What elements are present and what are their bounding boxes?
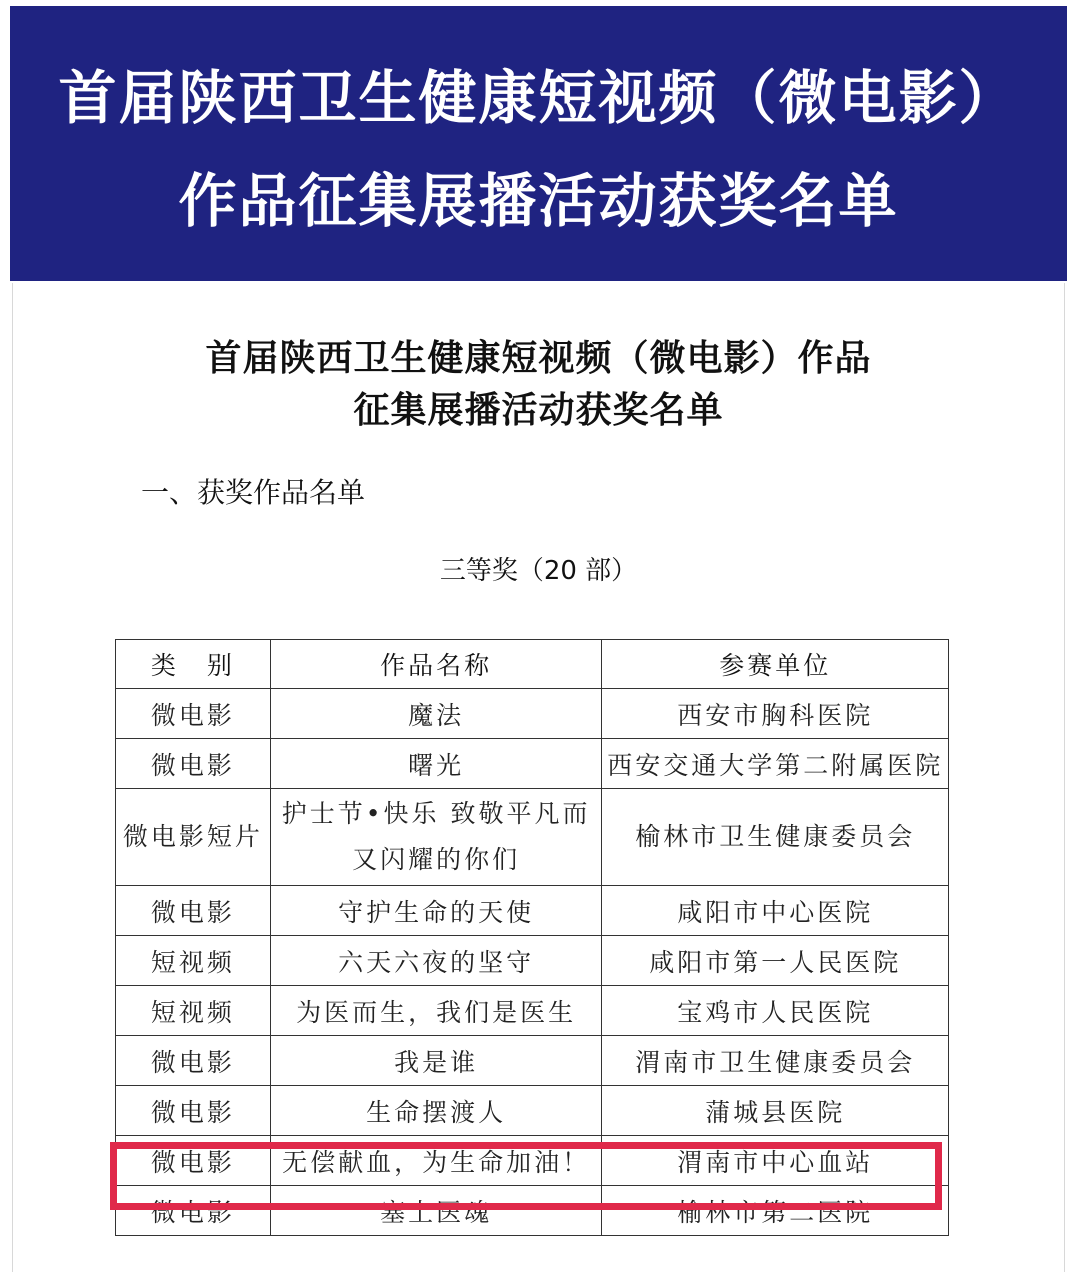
cell-category: 微电影短片 — [116, 789, 271, 886]
cell-title: 守护生命的天使 — [270, 886, 602, 936]
cell-title: 六天六夜的坚守 — [270, 936, 602, 986]
cell-title: 生命摆渡人 — [270, 1086, 602, 1136]
table-header-row — [116, 640, 949, 689]
cell-unit: 榆林市第二医院 — [602, 1186, 949, 1236]
cell-unit: 宝鸡市人民医院 — [602, 986, 949, 1036]
cell-title: 无偿献血，为生命加油！ — [270, 1136, 602, 1186]
cell-title: 曙光 — [270, 739, 602, 789]
cell-unit: 西安市胸科医院 — [602, 689, 949, 739]
table-row — [116, 1186, 949, 1236]
table-row-highlighted — [116, 1136, 949, 1186]
cell-category: 短视频 — [116, 936, 271, 986]
cell-title: 魔法 — [270, 689, 602, 739]
cell-unit: 蒲城县医院 — [602, 1086, 949, 1136]
cell-category: 微电影 — [116, 689, 271, 739]
table-row — [116, 739, 949, 789]
cell-unit: 渭南市中心血站 — [602, 1136, 949, 1186]
header-category: 类 别 — [116, 640, 271, 689]
table-row — [116, 1086, 949, 1136]
banner-title-line2: 作品征集展播活动获奖名单 — [178, 167, 899, 235]
document-title-line2: 征集展播活动获奖名单 — [353, 389, 724, 431]
cell-category: 微电影 — [116, 1136, 271, 1186]
cell-unit: 咸阳市第一人民医院 — [602, 936, 949, 986]
cell-category: 微电影 — [116, 886, 271, 936]
table-row — [116, 1036, 949, 1086]
banner-title-line1: 首届陕西卫生健康短视频（微电影） — [58, 64, 1019, 132]
table-row — [116, 986, 949, 1036]
cell-category: 微电影 — [116, 739, 271, 789]
table-row — [116, 886, 949, 936]
cell-category: 微电影 — [116, 1086, 271, 1136]
table-row — [116, 789, 949, 886]
cell-unit: 咸阳市中心医院 — [602, 886, 949, 936]
cell-category: 短视频 — [116, 986, 271, 1036]
document-title-line1: 首届陕西卫生健康短视频（微电影）作品 — [205, 337, 872, 379]
cell-category: 微电影 — [116, 1036, 271, 1086]
document-page — [12, 283, 1065, 1272]
cell-title: 护士节•快乐 致敬平凡而又闪耀的你们 — [270, 789, 602, 886]
cell-unit: 渭南市卫生健康委员会 — [602, 1036, 949, 1086]
cell-title: 塞上医魂 — [270, 1186, 602, 1236]
cell-unit: 西安交通大学第二附属医院 — [602, 739, 949, 789]
cell-unit: 榆林市卫生健康委员会 — [602, 789, 949, 886]
cell-title: 我是谁 — [270, 1036, 602, 1086]
awards-table — [115, 639, 949, 1236]
table-row — [116, 936, 949, 986]
prize-heading: 三等奖（20 部） — [439, 556, 638, 586]
header-title: 作品名称 — [270, 640, 602, 689]
section-heading: 一、获奖作品名单 — [141, 476, 366, 509]
header-banner — [10, 6, 1067, 281]
cell-category: 微电影 — [116, 1186, 271, 1236]
cell-title: 为医而生，我们是医生 — [270, 986, 602, 1036]
table-row — [116, 689, 949, 739]
header-unit: 参赛单位 — [602, 640, 949, 689]
